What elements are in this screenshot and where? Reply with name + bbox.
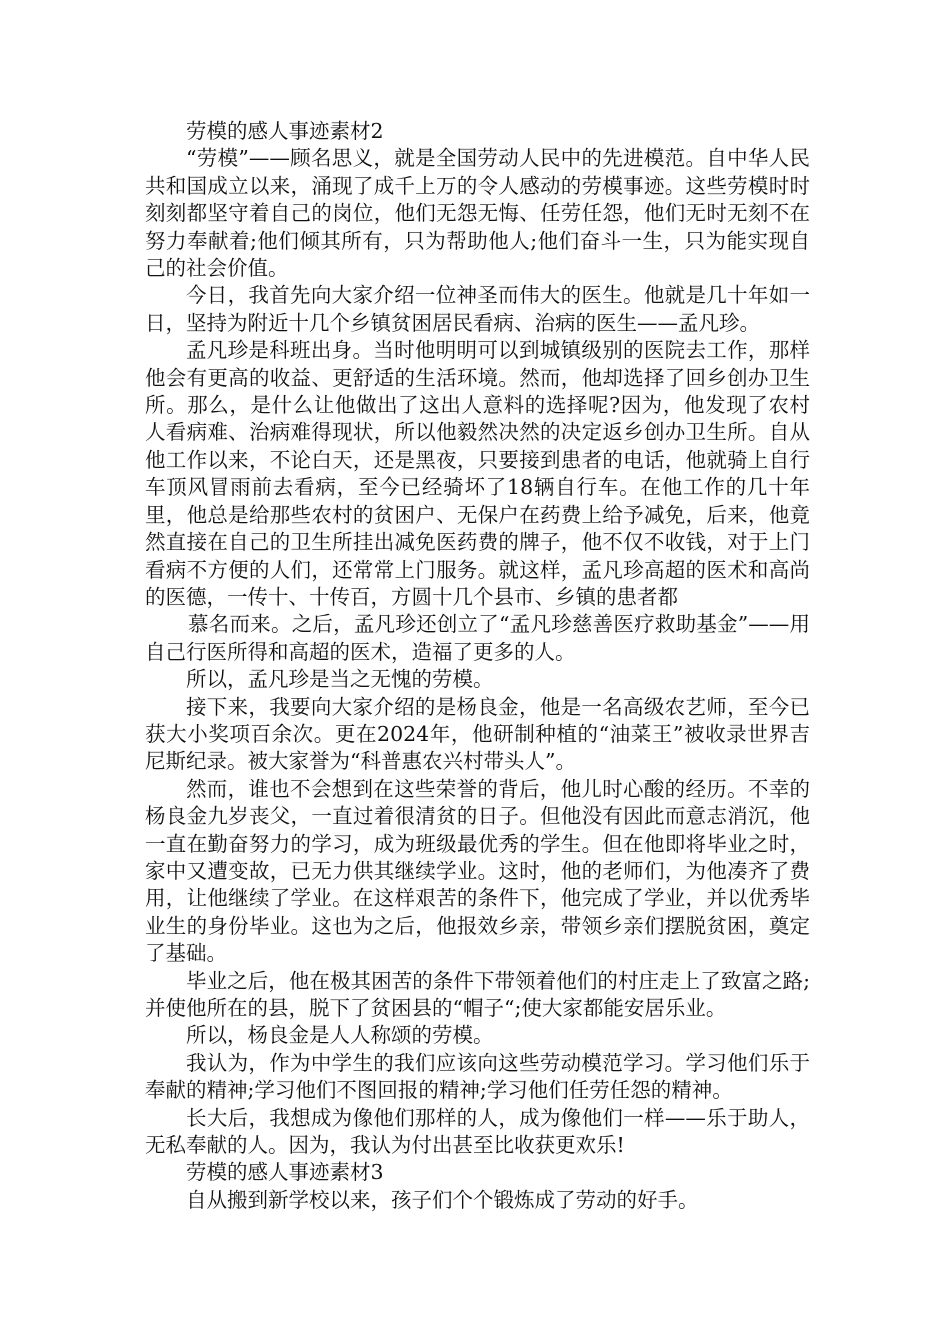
paragraph: 慕名而来。之后，孟凡珍还创立了“孟凡珍慈善医疗救助基金”——用自己行医所得和高超的医术，造福了更多的人。 — [145, 612, 810, 664]
document-body — [145, 118, 810, 1214]
paragraph: 今日，我首先向大家介绍一位神圣而伟大的医生。他就是几十年如一日，坚持为附近十几个乡镇贫困居民看病、治病的医生——孟凡珍。 — [145, 283, 810, 335]
paragraph: 所以，杨良金是人人称颂的劳模。 — [186, 1023, 494, 1048]
section-heading: 劳模的感人事迹素材2 — [186, 119, 384, 143]
paragraph: 自从搬到新学校以来，孩子们个个锻炼成了劳动的好手。 — [186, 1187, 699, 1212]
paragraph: “劳模”——顾名思义，就是全国劳动人民中的先进模范。自中华人民共和国成立以来，涌现了成千上万的令人感动的劳模事迹。这些劳模时时刻刻都坚守着自己的岗位，他们无怨无悔、任劳任怨，他们无时无刻不在努力奉献着;他们倾其所有，只为帮助他人;他们奋斗一生，只为能实现自己的社会价值。 — [145, 146, 810, 281]
paragraph: 所以，孟凡珍是当之无愧的劳模。 — [186, 667, 494, 692]
paragraph: 接下来，我要向大家介绍的是杨良金，他是一名高级农艺师，至今已获大小奖项百余次。更在2024年，他研制种植的“油菜王”被收录世界吉尼斯纪录。被大家誉为“科普惠农兴村带头人”。 — [145, 694, 810, 774]
paragraph: 我认为，作为中学生的我们应该向这些劳动模范学习。学习他们乐于奉献的精神;学习他们不图回报的精神;学习他们任劳任怨的精神。 — [145, 1050, 810, 1103]
paragraph: 长大后，我想成为像他们那样的人，成为像他们一样——乐于助人，无私奉献的人。因为，我认为付出甚至比收获更欢乐! — [145, 1105, 810, 1158]
paragraph: 毕业之后，他在极其困苦的条件下带领着他们的村庄走上了致富之路;并使他所在的县，脱下了贫困县的“帽子“;使大家都能安居乐业。 — [145, 968, 810, 1020]
paragraph: 然而，谁也不会想到在这些荣誉的背后，他儿时心酸的经历。不幸的杨良金九岁丧父，一直过着很清贫的日子。但他没有因此而意志消沉，他一直在勤奋努力的学习，成为班级最优秀的学生。但在他即将毕业之时，家中又遭变故，已无力供其继续学业。这时，他的老师们，为他凑齐了费用，让他继续了学业。在这样艰苦的条件下，他完成了学业，并以优秀毕业生的身份毕业。这也为之后，他报效乡亲，带领乡亲们摆脱贫困，奠定了基础。 — [145, 776, 810, 966]
section-heading: 劳模的感人事迹素材3 — [186, 1160, 384, 1185]
paragraph: 孟凡珍是科班出身。当时他明明可以到城镇级别的医院去工作，那样他会有更高的收益、更舒适的生活环境。然而，他却选择了回乡创办卫生所。那么，是什么让他做出了这出人意料的选择呢?因为，他发现了农村人看病难、治病难得现状，所以他毅然决然的决定返乡创办卫生所。自从他工作以来，不论白天，还是黑夜，只要接到患者的电话，他就骑上自行车顶风冒雨前去看病，至今已经骑坏了18辆自行车。在他工作的几十年里，他总是给那些农村的贫困户、无保户在药费上给予减免，后来，他竟然直接在自己的卫生所挂出减免医药费的牌子，他不仅不收钱，对于上门看病不方便的人们，还常常上门服务。就这样，孟凡珍高超的医术和高尚的医德，一传十、十传百，方圆十几个县市、乡镇的患者都 — [145, 338, 810, 609]
